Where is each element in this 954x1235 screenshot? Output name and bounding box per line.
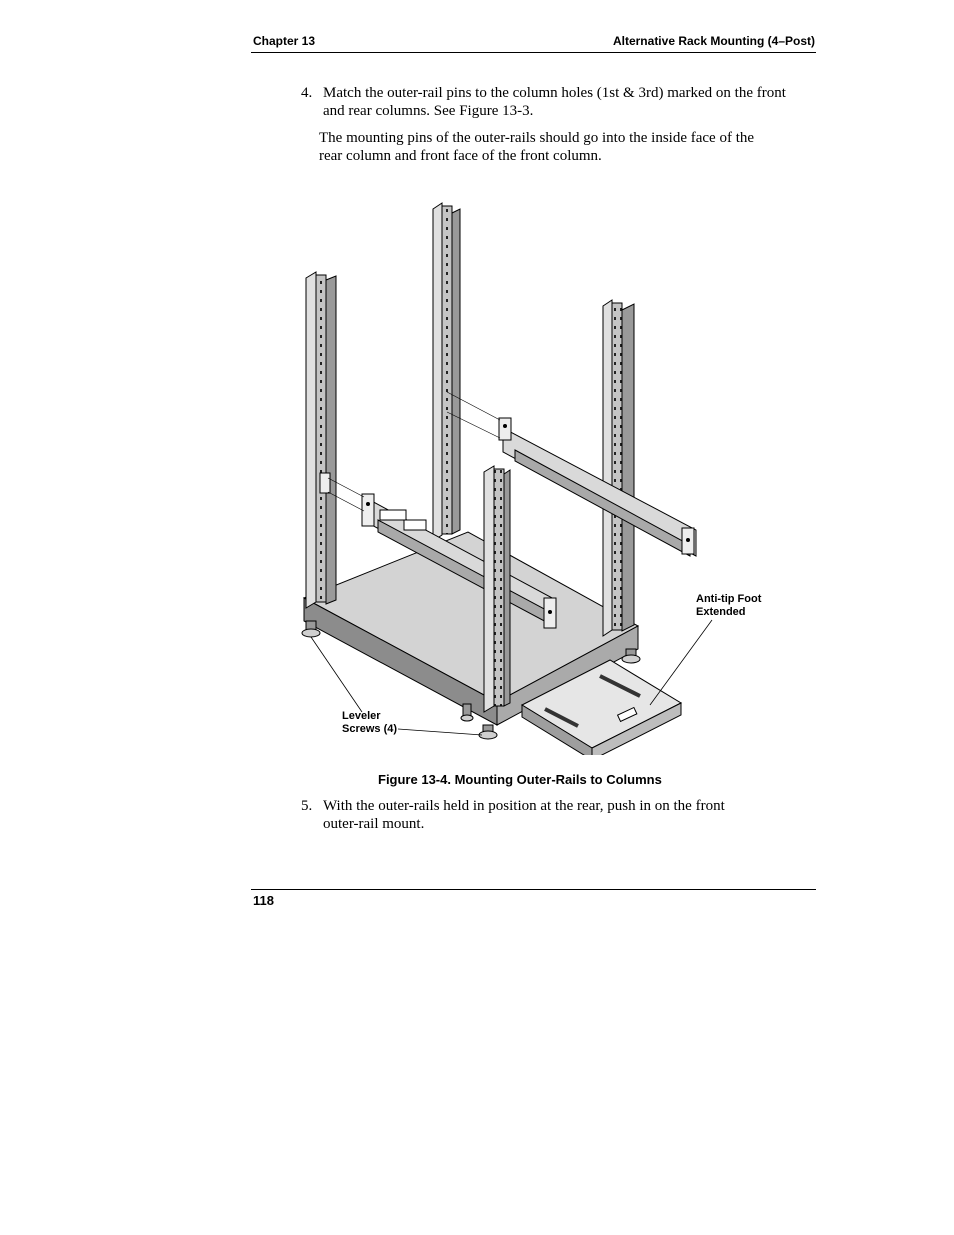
front-left-column: [306, 272, 336, 608]
callout-line: Anti-tip Foot: [696, 593, 762, 605]
note-line: rear column and front face of the front column.: [319, 148, 602, 164]
callout-line: Extended: [696, 606, 746, 618]
page-number: 118: [253, 893, 274, 908]
step-number: 4.: [301, 85, 313, 101]
step-text-line: With the outer-rails held in position at the rear, push in on the front: [323, 798, 725, 814]
leveler-screws-callout: [342, 710, 397, 736]
front-right-column: [484, 466, 510, 712]
header-rule: [251, 52, 816, 53]
step-text-line: and rear columns. See Figure 13-3.: [323, 103, 534, 119]
step-text: [323, 84, 786, 120]
mounting-note: [319, 129, 799, 165]
step-text-line: outer-rail mount.: [323, 816, 425, 832]
rear-right-column: [603, 300, 634, 636]
rear-left-column: [433, 203, 460, 541]
leveler-foot: [479, 725, 497, 739]
antitip-foot-callout: [696, 593, 761, 619]
footer-rule: [251, 889, 816, 890]
header-title: Alternative Rack Mounting (4–Post): [612, 34, 815, 48]
callout-line: Leveler: [342, 710, 381, 722]
step-text: [323, 797, 725, 833]
figure-caption: Figure 13-4. Mounting Outer-Rails to Columns: [378, 772, 662, 787]
step-text-line: Match the outer-rail pins to the column holes (1st & 3rd) marked on the front: [323, 85, 786, 101]
leveler-foot: [461, 704, 473, 721]
step-number: 5.: [301, 798, 313, 814]
note-line: The mounting pins of the outer-rails should go into the inside face of the: [319, 130, 755, 146]
antitip-leader-line: [650, 620, 712, 705]
right-outer-rail: [499, 418, 696, 556]
leveler-leader-line: [398, 729, 482, 735]
callout-line: Screws (4): [342, 723, 398, 735]
rack-mounting-illustration: [290, 195, 790, 755]
header-chapter: Chapter 13: [253, 34, 316, 48]
